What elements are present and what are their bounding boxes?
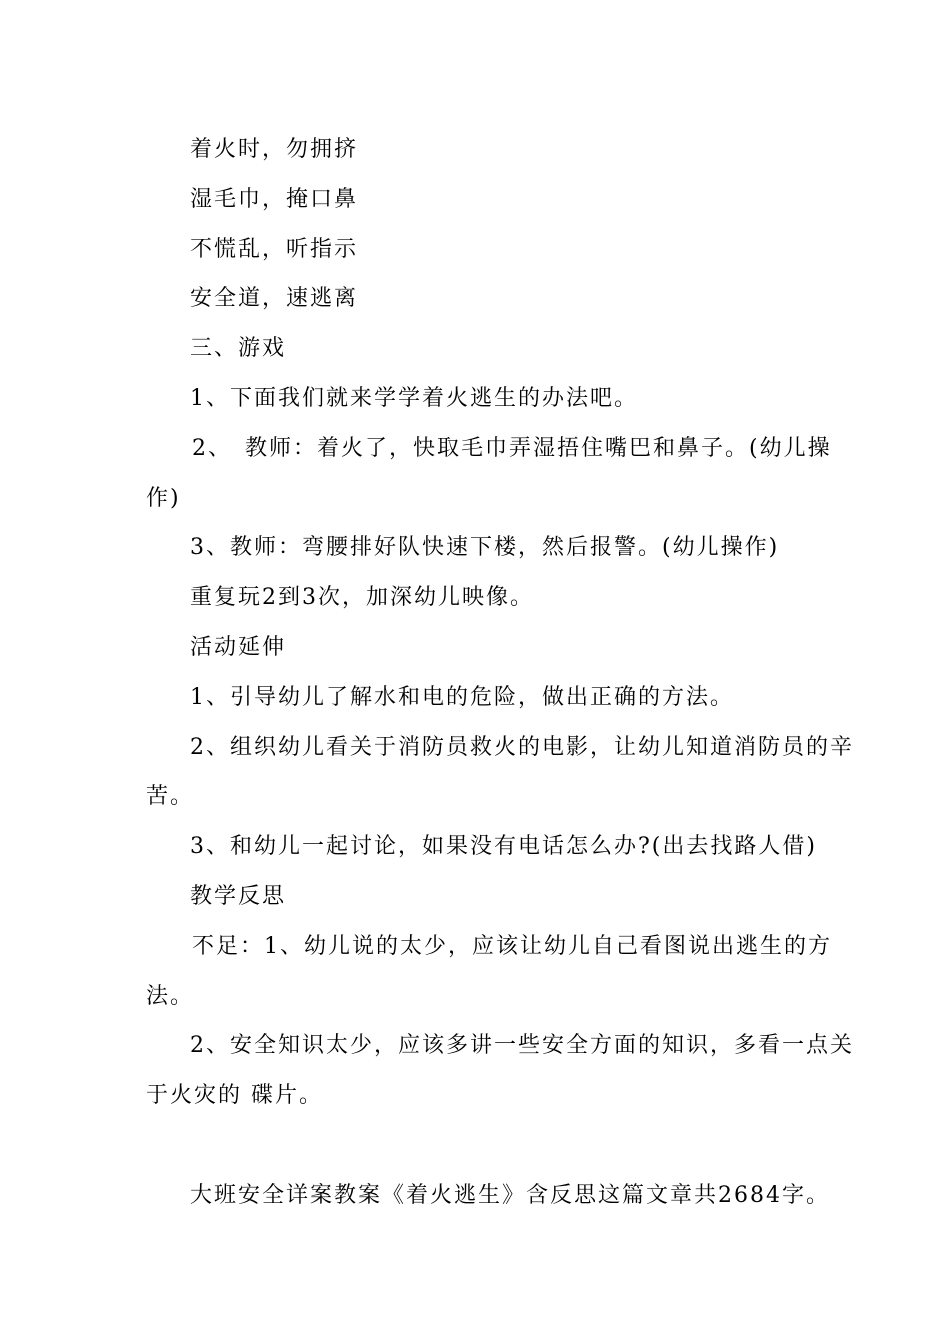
paragraph: 着火时，勿拥挤 — [190, 137, 359, 162]
section-heading: 活动延伸 — [190, 635, 287, 660]
section-heading: 教学反思 — [190, 884, 287, 909]
document-footer: 大班安全详案教案《着火逃生》含反思这篇文章共2684字。 — [190, 1183, 830, 1208]
paragraph: 2、 教师：着火了，快取毛巾弄湿捂住嘴巴和鼻子。(幼儿操 — [192, 436, 832, 461]
paragraph: 3、教师：弯腰排好队快速下楼，然后报警。(幼儿操作) — [190, 535, 780, 560]
paragraph: 安全道，速逃离 — [190, 286, 359, 311]
paragraph: 1、引导幼儿了解水和电的危险，做出正确的方法。 — [190, 685, 734, 710]
paragraph: 2、安全知识太少，应该多讲一些安全方面的知识，多看一点关 — [190, 1033, 854, 1058]
paragraph: 不慌乱，听指示 — [190, 237, 359, 262]
paragraph: 不足：1、幼儿说的太少，应该让幼儿自己看图说出逃生的方 — [192, 934, 832, 959]
paragraph-continuation: 于火灾的 碟片。 — [146, 1083, 323, 1108]
paragraph: 湿毛巾，掩口鼻 — [190, 187, 359, 212]
section-heading: 三、游戏 — [190, 336, 287, 361]
paragraph: 3、和幼儿一起讨论，如果没有电话怎么办?(出去找路人借) — [190, 834, 817, 859]
paragraph: 重复玩2到3次，加深幼儿映像。 — [190, 585, 534, 610]
paragraph-continuation: 作) — [146, 486, 181, 511]
paragraph-continuation: 法。 — [146, 984, 195, 1009]
paragraph-continuation: 苦。 — [146, 784, 195, 809]
paragraph: 2、组织幼儿看关于消防员救火的电影，让幼儿知道消防员的辛 — [190, 735, 854, 760]
paragraph: 1、下面我们就来学学着火逃生的办法吧。 — [190, 386, 638, 411]
